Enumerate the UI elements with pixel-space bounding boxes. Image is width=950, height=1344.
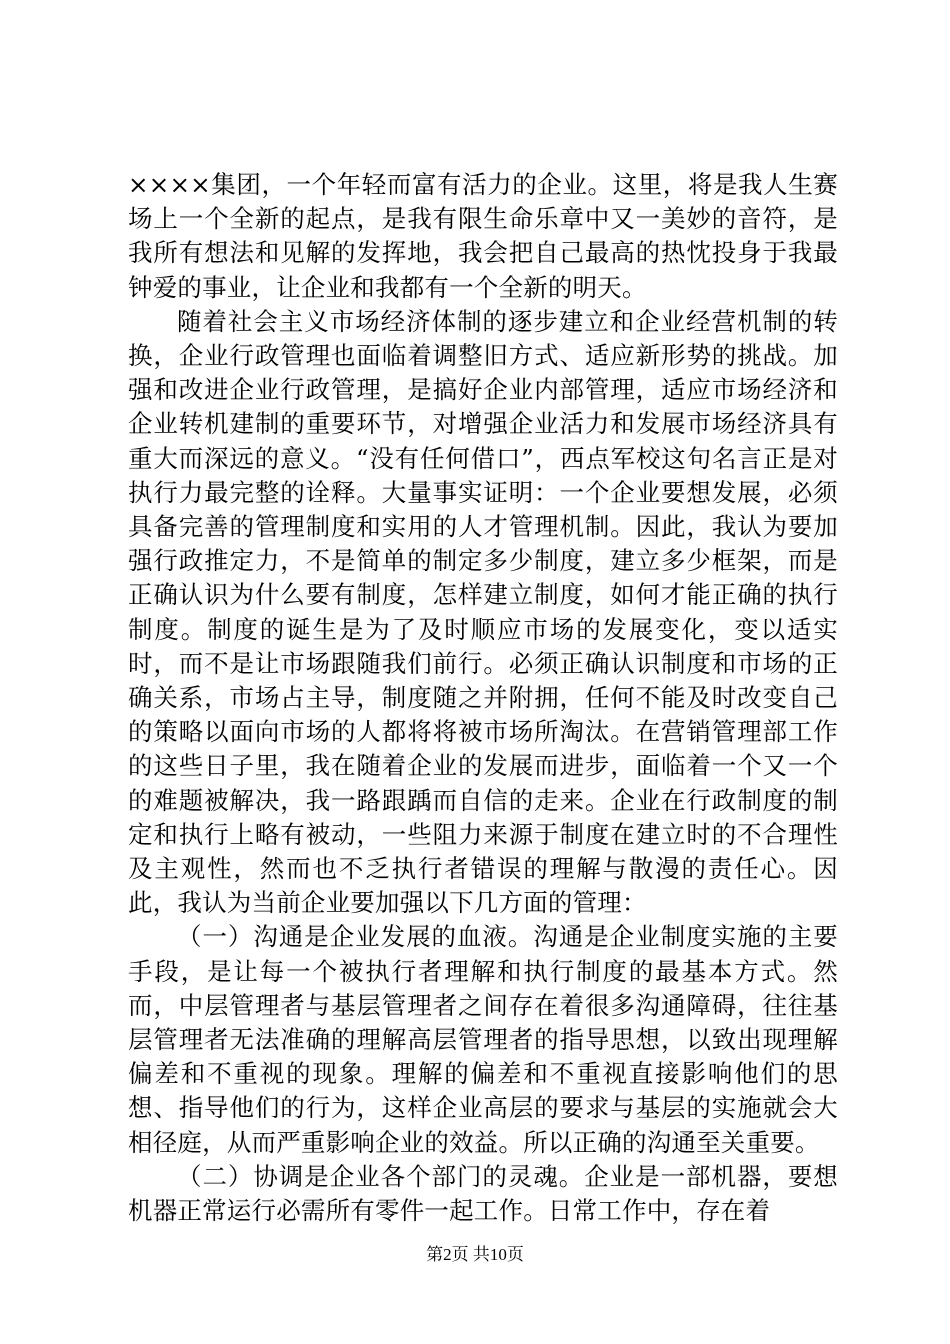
paragraph-intro: ××××集团，一个年轻而富有活力的企业。这里，将是我人生赛场上一个全新的起点，是我有限生命乐章中又一美妙的音符，是我所有想法和见解的发挥地，我会把自己最高的热忱投身于我最钟爱的事业，让企业和我都有一个全新的明天。 (128, 170, 838, 302)
paragraph-coordination: （二）协调是企业各个部门的灵魂。企业是一部机器，要想机器正常运行必需所有零件一起工作。日常工作中，存在着 (128, 1161, 838, 1226)
document-body (128, 168, 838, 1228)
page-number-footer: 第2页 共10页 (426, 1245, 524, 1264)
paragraph-management: 随着社会主义市场经济体制的逐步建立和企业经营机制的转换，企业行政管理也面临着调整旧方式、适应新形势的挑战。加强和改进企业行政管理，是搞好企业内部管理，适应市场经济和企业转机建制的重要环节，对增强企业活力和发展市场经济具有重大而深远的意义。“没有任何借口”，西点军校这句名言正是对执行力最完整的诠释。大量事实证明：一个企业要想发展，必须具备完善的管理制度和实用的人才管理机制。因此，我认为要加强行政推定力，不是简单的制定多少制度，建立多少框架，而是正确认识为什么要有制度，怎样建立制度，如何才能正确的执行制度。制度的诞生是为了及时顺应市场的发展变化，变以适实时，而不是让市场跟随我们前行。必须正确认识制度和市场的正确关系，市场占主导，制度随之并附拥，任何不能及时改变自己的策略以面向市场的人都将将被市场所淘汰。在营销管理部工作的这些日子里，我在随着企业的发展而进步，面临着一个又一个的难题被解决，我一路跟踽而自信的走来。企业在行政制度的制定和执行上略有被动，一些阻力来源于制度在建立时的不合理性及主观性，然而也不乏执行者错误的理解与散漫的责任心。因此，我认为当前企业要加强以下几方面的管理： (128, 306, 838, 918)
paragraph-communication: （一）沟通是企业发展的血液。沟通是企业制度实施的主要手段，是让每一个被执行者理解和执行制度的最基本方式。然而，中层管理者与基层管理者之间存在着很多沟通障碍，往往基层管理者无法准确的理解高层管理者的指导思想，以致出现理解偏差和不重视的现象。理解的偏差和不重视直接影响他们的思想、指导他们的行为，这样企业高层的要求与基层的实施就会大相径庭，从而严重影响企业的效益。所以正确的沟通至关重要。 (128, 922, 838, 1157)
